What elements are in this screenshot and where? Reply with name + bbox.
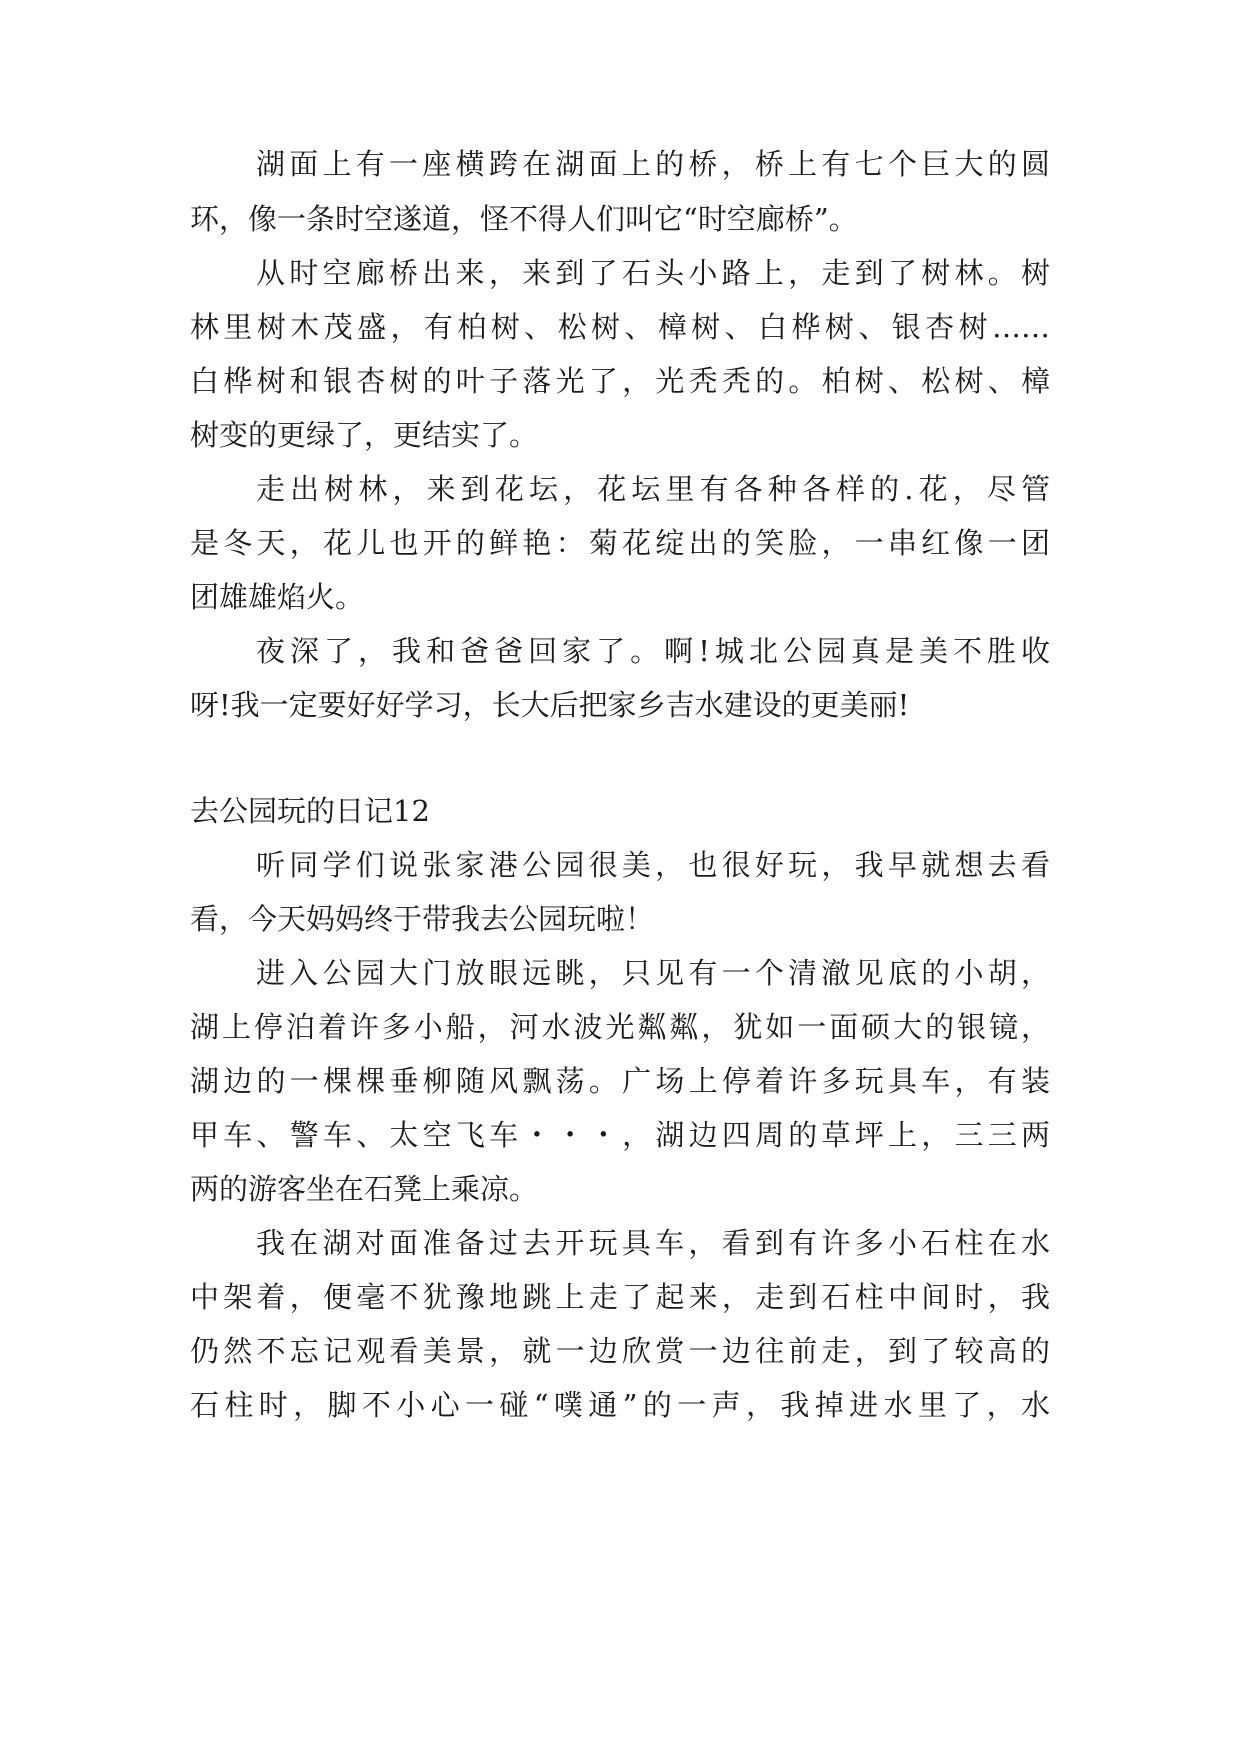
paragraph-line: 湖上停泊着许多小船，河水波光粼粼，犹如一面硕大的银镜， (190, 1010, 1050, 1044)
paragraph-line: 湖边的一棵棵垂柳随风飘荡。广场上停着许多玩具车，有装 (190, 1064, 1050, 1098)
paragraph-line: 树变的更绿了，更结实了。 (190, 418, 539, 452)
paragraph-line: 甲车、警车、太空飞车・・・，湖边四周的草坪上，三三两 (190, 1118, 1050, 1152)
paragraph-line: 仍然不忘记观看美景，就一边欣赏一边往前走，到了较高的 (190, 1334, 1050, 1368)
paragraph-line: 环，像一条时空遂道，怪不得人们叫它“时空廊桥”。 (190, 202, 858, 236)
paragraph-line: 两的游客坐在石凳上乘凉。 (190, 1172, 539, 1206)
paragraph-line: 我在湖对面准备过去开玩具车，看到有许多小石柱在水 (256, 1226, 1050, 1260)
paragraph-line: 团雄雄焰火。 (190, 580, 365, 614)
paragraph-line: 石柱时，脚不小心一碰“噗通”的一声，我掉进水里了，水 (190, 1388, 1050, 1422)
paragraph-line: 白桦树和银杏树的叶子落光了，光秃秃的。柏树、松树、樟 (190, 364, 1050, 398)
paragraph-line: 呀!我一定要好好学习，长大后把家乡吉水建设的更美丽! (190, 688, 910, 722)
paragraph-line: 看，今天妈妈终于带我去公园玩啦！ (190, 902, 655, 936)
paragraph-line: 进入公园大门放眼远眺，只见有一个清澈见底的小胡， (256, 956, 1050, 990)
paragraph-line: 夜深了，我和爸爸回家了。啊!城北公园真是美不胜收 (256, 634, 1050, 668)
paragraph-line: 湖面上有一座横跨在湖面上的桥，桥上有七个巨大的圆 (256, 147, 1050, 181)
section-title: 去公园玩的日记12 (190, 794, 430, 828)
paragraph-line: 听同学们说张家港公园很美，也很好玩，我早就想去看 (256, 848, 1050, 882)
paragraph-line: 走出树林，来到花坛，花坛里有各种各样的.花，尽管 (256, 472, 1050, 506)
paragraph-line: 林里树木茂盛，有柏树、松树、樟树、白桦树、银杏树…… (190, 310, 1050, 344)
paragraph-line: 从时空廊桥出来，来到了石头小路上，走到了树林。树 (256, 256, 1050, 290)
paragraph-line: 是冬天，花儿也开的鲜艳：菊花绽出的笑脸，一串红像一团 (190, 526, 1050, 560)
paragraph-line: 中架着，便毫不犹豫地跳上走了起来，走到石柱中间时，我 (190, 1280, 1050, 1314)
